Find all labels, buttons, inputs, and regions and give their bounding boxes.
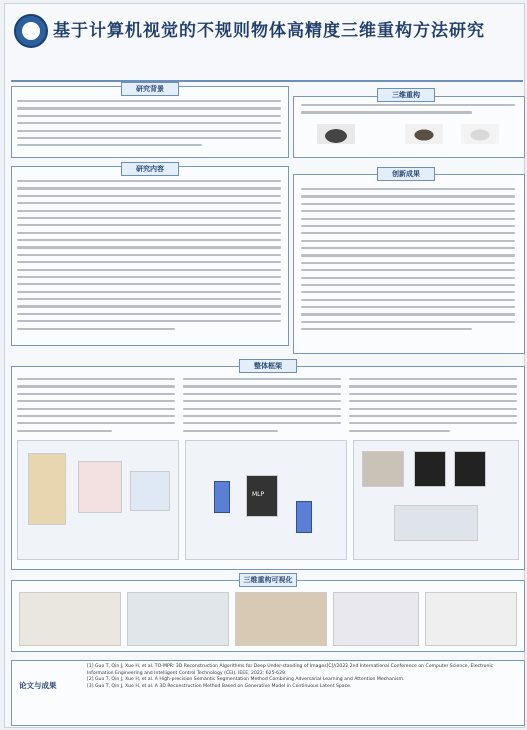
reference-list: [87, 664, 515, 690]
method-col1-text: [17, 378, 175, 436]
result-set-2-image: [127, 592, 229, 646]
content-heading: 研究内容: [121, 162, 179, 176]
university-logo-icon: [14, 14, 48, 48]
figure-result-image: [333, 592, 419, 646]
flowers-result-image: [425, 592, 517, 646]
deer-result-image: [235, 592, 327, 646]
recon3d-text: [301, 104, 515, 120]
header-divider: [11, 80, 523, 82]
content-text: [17, 180, 281, 340]
mlp-label-box: [246, 475, 278, 517]
reference-item: [1] Guo T, Qin J, Xue H, et al. TO-MPR: 3D Reconstruction Algorithms for Deep Under-standing of Images[C]//2022 2nd International Conference on Computer Science, Electronic Information Engineering and Intelligent Control Technology (CEI). IEEE, 2022: 625-629.: [87, 664, 494, 676]
recon3d-heading: 三维重构: [377, 88, 435, 102]
background-heading: 研究背景: [121, 82, 179, 96]
transformer-stack-icon: [28, 453, 66, 525]
framework-diagram-1: [17, 440, 179, 560]
mlp-block-icon-2: [296, 501, 312, 533]
segmentation-image: [454, 451, 486, 487]
pipeline-block: [394, 505, 478, 541]
mlp-block-icon: [214, 481, 230, 513]
mlp-label: MLP: [252, 491, 265, 498]
background-text: [17, 100, 281, 154]
mask-image: [414, 451, 446, 487]
innovation-text: [301, 188, 515, 348]
attention-block-icon: [78, 461, 122, 513]
poster: [4, 3, 525, 728]
method-heading: 整体框架: [239, 359, 297, 373]
framework-diagram-3: [353, 440, 519, 560]
method-col2-text: [183, 378, 341, 436]
innovation-heading: 创新成果: [377, 167, 435, 181]
output-model-icon: [130, 471, 170, 511]
references-label: 论文与成果: [19, 681, 57, 690]
car-model-image: [317, 124, 355, 144]
method-col3-text: [349, 378, 517, 436]
cow-render-image: [461, 124, 499, 144]
poster-title: 基于计算机视觉的不规则物体高精度三维重构方法研究: [53, 21, 485, 41]
input-photo-image: [362, 451, 404, 487]
cow-model-image: [405, 124, 443, 144]
result-set-1-image: [19, 592, 121, 646]
reference-item: [2] Guo T, Qin J, Xue H, et al. A High-precision Semantic Segmentation Method Combining Adversarial Learning and Attention Mechanism.: [87, 677, 405, 683]
visual-heading: 三维重构可视化: [239, 573, 297, 587]
framework-diagram-2: [185, 440, 347, 560]
reference-item: [3] Guo T, Qin J, Xue H, et al. A 3D Reconstruction Method Based on Generative Model in Continuous Latent Space.: [87, 683, 352, 689]
